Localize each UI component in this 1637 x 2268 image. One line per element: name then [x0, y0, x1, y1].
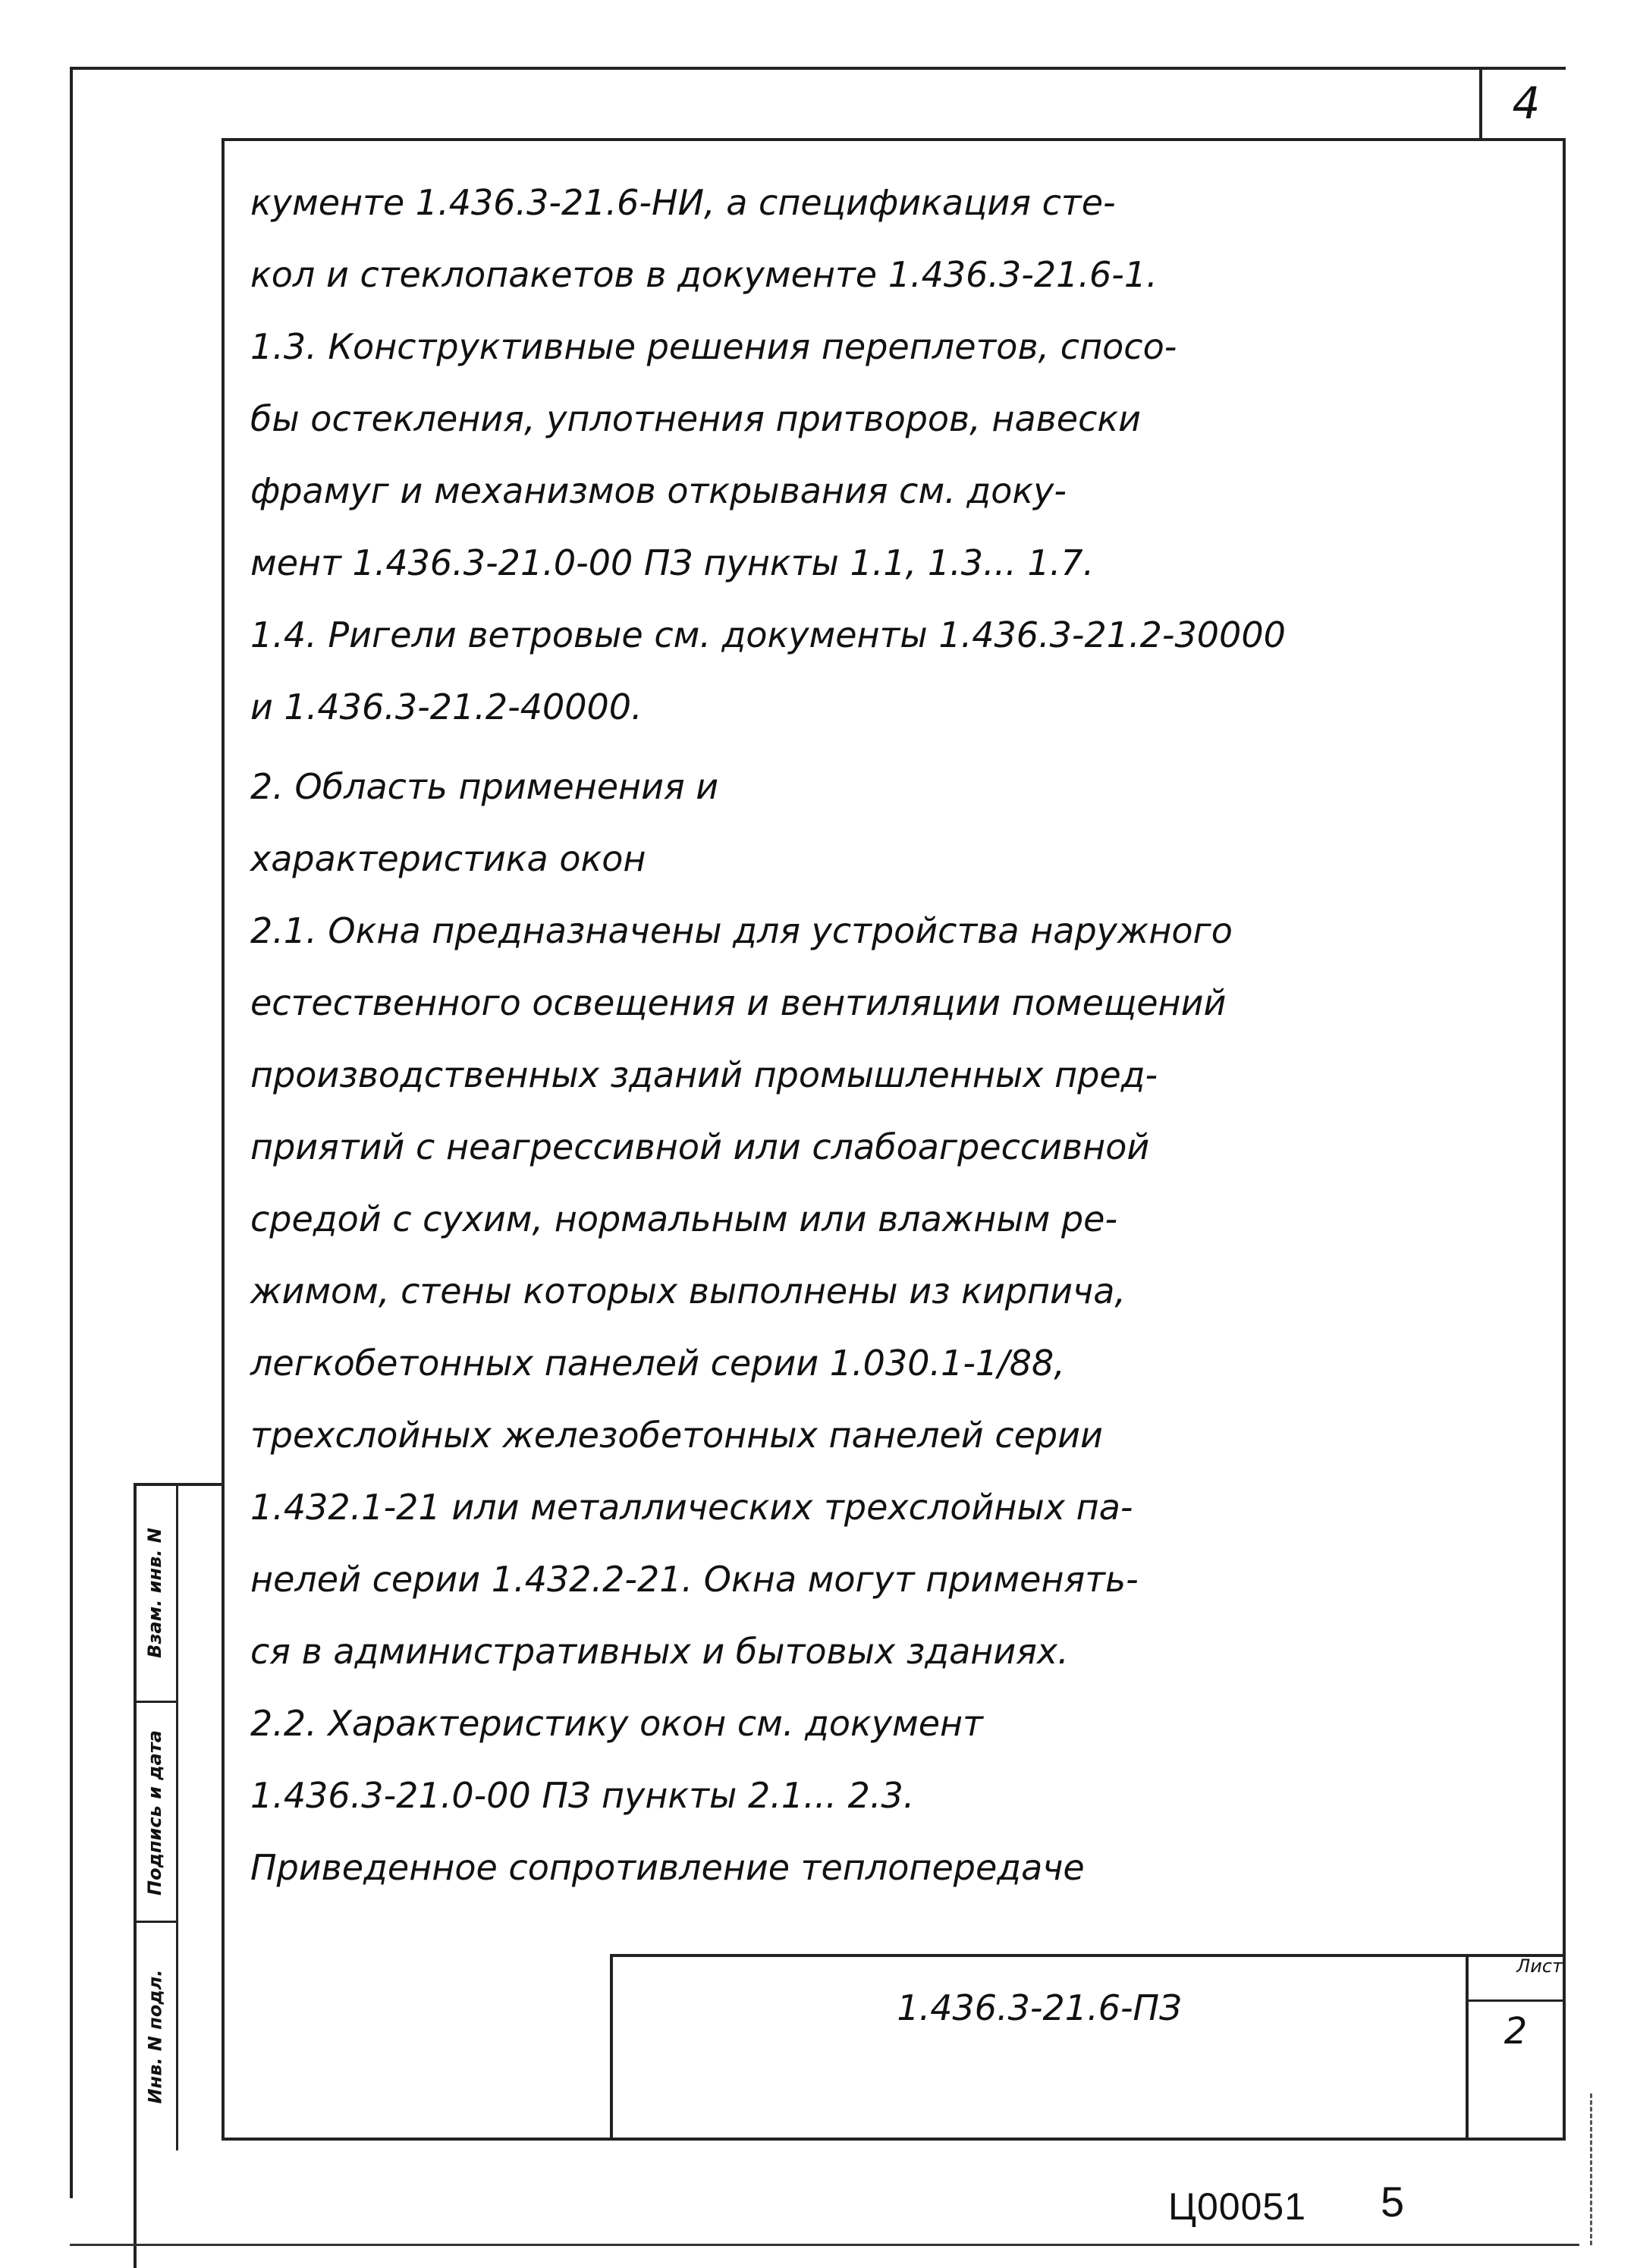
text-line: 2.1. Окна предназначены для устройства наружного — [250, 910, 1233, 951]
text-line: кументе 1.436.3-21.6-НИ, а спецификация сте- — [250, 182, 1116, 223]
text-line: 2.2. Характеристику окон см. документ — [250, 1703, 983, 1744]
side-label-vzam-inv-text: Взам. инв. N — [144, 1528, 166, 1658]
text-line: приятий с неагрессивной или слабоагрессивной — [250, 1126, 1150, 1167]
text-line: производственных зданий промышленных пред- — [250, 1054, 1158, 1095]
text-line: трехслойных железобетонных панелей серии — [250, 1415, 1103, 1456]
outer-frame-top-line — [70, 67, 1566, 70]
text-line: фрамуг и механизмов открывания см. доку- — [250, 470, 1067, 511]
side-label-podpis-data — [135, 1707, 174, 1919]
side-label-inv-podl-text: Инв. N подл. — [144, 1969, 166, 2104]
text-line: естественного освещения и вентиляции помещений — [250, 982, 1227, 1023]
text-line: бы остекления, уплотнения притворов, навески — [250, 398, 1142, 439]
text-line: ся в административных и бытовых зданиях. — [250, 1631, 1069, 1672]
archive-code: Ц00051 — [1168, 2185, 1307, 2228]
side-label-inv-podl — [135, 1927, 174, 2147]
text-line: жимом, стены которых выполнены из кирпича, — [250, 1271, 1126, 1311]
side-label-vzam-inv — [135, 1487, 174, 1699]
text-line: и 1.436.3-21.2-40000. — [250, 686, 643, 727]
sheet-number: 2 — [1503, 2010, 1528, 2053]
text-line: Приведенное сопротивление теплопередаче — [250, 1847, 1085, 1888]
outer-frame-left-line — [70, 67, 73, 2198]
text-line: 1.436.3-21.0-00 ПЗ пункты 2.1... 2.3. — [250, 1775, 915, 1816]
corner-page-number: 4 — [1512, 77, 1541, 129]
section-heading-line: 2. Область применения и — [250, 766, 719, 807]
text-line: легкобетонных панелей серии 1.030.1-1/88, — [250, 1343, 1065, 1384]
bottom-rule — [70, 2244, 1579, 2246]
archive-page-number: 5 — [1381, 2178, 1405, 2226]
text-line: средой с сухим, нормальным или влажным ре- — [250, 1198, 1118, 1239]
side-label-podpis-data-text: Подпись и дата — [144, 1730, 165, 1896]
right-edge-dashes — [1590, 2094, 1592, 2245]
sheet-number-divider — [1466, 1999, 1566, 2002]
section-heading-line: характеристика окон — [250, 838, 646, 879]
side-stamp-divider — [176, 1483, 178, 2150]
text-line: нелей серии 1.432.2-21. Окна могут применять- — [250, 1559, 1139, 1600]
text-line: 1.4. Ригели ветровые см. документы 1.436.3-21.2-30000 — [250, 614, 1286, 655]
title-block — [610, 1954, 1566, 2141]
text-line: кол и стеклопакетов в документе 1.436.3-21.6-1. — [250, 254, 1158, 295]
text-line: 1.3. Конструктивные решения переплетов, спосо- — [250, 326, 1177, 367]
text-line: мент 1.436.3-21.0-00 ПЗ пункты 1.1, 1.3... 1.7. — [250, 542, 1095, 583]
sheet-label: Лист — [1516, 1955, 1563, 1977]
text-line: 1.432.1-21 или металлических трехслойных па- — [250, 1487, 1133, 1528]
document-designation: 1.436.3-21.6-ПЗ — [897, 1987, 1182, 2028]
